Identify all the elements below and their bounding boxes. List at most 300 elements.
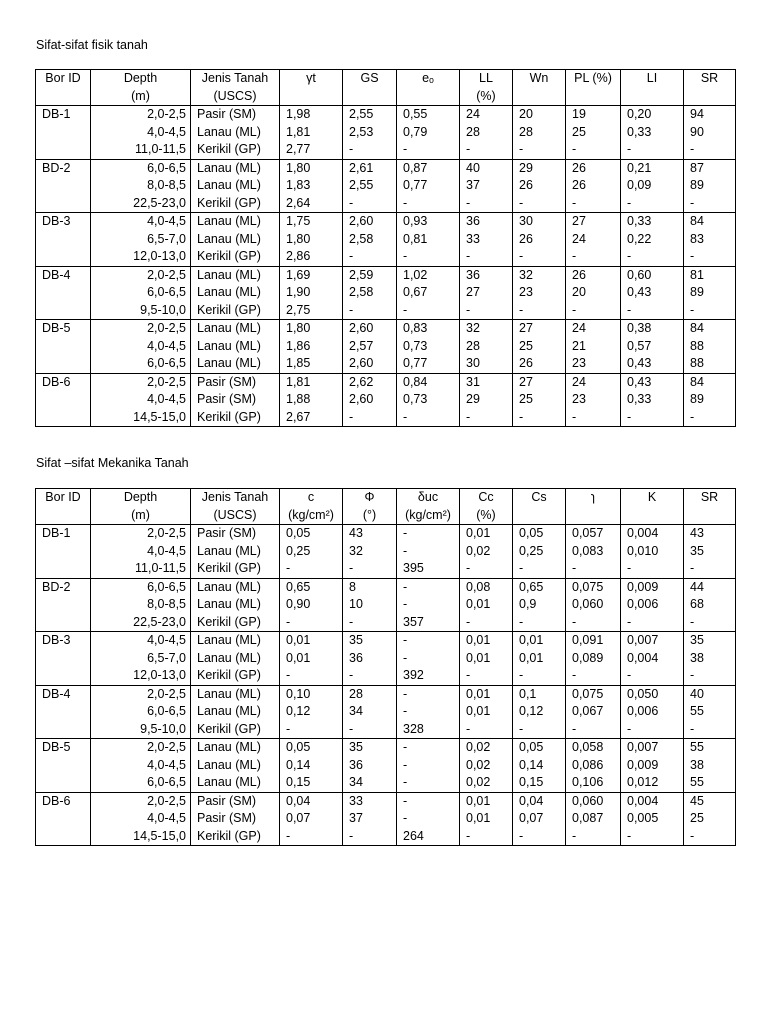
cell-value: 0,075 bbox=[572, 686, 604, 701]
cell-value: 0,65 bbox=[286, 579, 311, 594]
value-cell bbox=[460, 632, 513, 686]
value-cell bbox=[684, 373, 736, 427]
cell-value: 1,80 bbox=[286, 231, 311, 246]
depth-cell bbox=[91, 685, 191, 739]
cell-value: 0,060 bbox=[572, 597, 604, 611]
cell-value: Lanau (ML) bbox=[197, 178, 261, 192]
cell-value: Kerikil (GP) bbox=[197, 721, 261, 736]
cell-value: 36 bbox=[349, 757, 363, 772]
cell-value: Lanau (ML) bbox=[197, 579, 261, 594]
cell-value: Pasir (SM) bbox=[197, 392, 257, 406]
value-cell bbox=[280, 266, 343, 320]
header-label: SR bbox=[700, 71, 719, 85]
cell-value: Pasir (SM) bbox=[197, 374, 257, 389]
column-header bbox=[566, 70, 621, 106]
cell-value: 0,05 bbox=[519, 740, 544, 754]
cell-value: 0,075 bbox=[572, 579, 604, 594]
cell-value: 8 bbox=[349, 579, 356, 594]
borehole-group-row bbox=[36, 685, 736, 739]
column-header bbox=[91, 489, 191, 525]
cell-value: Kerikil (GP) bbox=[197, 614, 261, 629]
cell-value: 0,057 bbox=[572, 526, 604, 540]
cell-value: 357 bbox=[403, 614, 424, 629]
cell-value: 11,0-11,5 bbox=[135, 561, 186, 575]
value-cell bbox=[566, 213, 621, 267]
depth-cell bbox=[91, 739, 191, 793]
cell-value: - bbox=[466, 614, 471, 629]
cell-value: 36 bbox=[349, 650, 363, 665]
header-label: Depth bbox=[123, 490, 158, 504]
cell-value: 2,67 bbox=[286, 409, 311, 424]
cell-value: - bbox=[572, 614, 577, 629]
cell-value: - bbox=[519, 721, 524, 736]
cell-value: 27 bbox=[519, 321, 533, 335]
cell-value: 2,55 bbox=[349, 178, 374, 192]
cell-value: - bbox=[466, 195, 471, 210]
cell-value: - bbox=[627, 195, 632, 210]
column-header bbox=[280, 70, 343, 106]
value-cell bbox=[513, 320, 566, 374]
value-cell bbox=[621, 578, 684, 632]
cell-value: 4,0-4,5 bbox=[147, 543, 186, 558]
value-cell bbox=[280, 739, 343, 793]
depth-cell bbox=[91, 159, 191, 213]
cell-value: 9,5-10,0 bbox=[140, 721, 186, 736]
cell-value: 0,43 bbox=[627, 285, 652, 299]
value-cell bbox=[513, 685, 566, 739]
cell-value: 1,81 bbox=[286, 374, 311, 389]
cell-value: 2,60 bbox=[349, 392, 374, 406]
cell-value: 2,0-2,5 bbox=[147, 107, 186, 121]
header-unit: (%) bbox=[476, 88, 496, 103]
header-label: c bbox=[307, 490, 315, 504]
value-cell bbox=[460, 739, 513, 793]
cell-value: 1,85 bbox=[286, 356, 311, 370]
value-cell bbox=[621, 792, 684, 846]
header-unit: (°) bbox=[362, 507, 377, 522]
header-unit: (m) bbox=[131, 507, 150, 522]
cell-value: 0,089 bbox=[572, 650, 604, 665]
cell-value: 14,5-15,0 bbox=[133, 828, 186, 843]
borehole-group-row bbox=[36, 266, 736, 320]
header-label: Cs bbox=[531, 490, 547, 504]
cell-value: Lanau (ML) bbox=[197, 650, 261, 665]
cell-value: 1,02 bbox=[403, 267, 428, 282]
value-cell bbox=[280, 213, 343, 267]
cell-value: 0,87 bbox=[403, 160, 428, 175]
cell-value: Lanau (ML) bbox=[197, 356, 261, 370]
borehole-group-row bbox=[36, 792, 736, 846]
cell-value: 24 bbox=[466, 107, 480, 121]
value-cell bbox=[513, 373, 566, 427]
cell-value: - bbox=[572, 142, 577, 156]
value-cell bbox=[684, 578, 736, 632]
cell-value: - bbox=[572, 668, 577, 682]
borehole-group-row bbox=[36, 320, 736, 374]
depth-cell bbox=[91, 266, 191, 320]
cell-value: 0,004 bbox=[627, 793, 659, 808]
cell-value: 26 bbox=[519, 231, 533, 246]
value-cell bbox=[397, 578, 460, 632]
cell-value: - bbox=[466, 668, 471, 682]
cell-value: 24 bbox=[572, 321, 586, 335]
cell-value: - bbox=[349, 249, 354, 263]
column-header bbox=[621, 489, 684, 525]
value-cell bbox=[684, 106, 736, 160]
cell-value: 0,67 bbox=[403, 285, 428, 299]
cell-value: 2,75 bbox=[286, 302, 311, 317]
soil-type-cell bbox=[191, 266, 280, 320]
cell-value: - bbox=[403, 793, 408, 808]
value-cell bbox=[460, 525, 513, 579]
cell-value: 26 bbox=[572, 178, 586, 192]
cell-value: 0,33 bbox=[627, 124, 652, 139]
cell-value: 2,0-2,5 bbox=[147, 321, 186, 335]
cell-value: 0,43 bbox=[627, 356, 652, 370]
cell-value: 22,5-23,0 bbox=[133, 195, 186, 210]
cell-value: 0,25 bbox=[519, 543, 544, 558]
cell-value: - bbox=[690, 409, 695, 424]
cell-value: 0,02 bbox=[466, 740, 491, 754]
cell-value: 2,0-2,5 bbox=[147, 374, 186, 389]
cell-value: 32 bbox=[349, 543, 363, 558]
soil-type-cell bbox=[191, 578, 280, 632]
mechanical-section-title: Sifat –sifat Mekanika Tanah bbox=[36, 456, 189, 470]
cell-value: Lanau (ML) bbox=[197, 160, 261, 175]
cell-value: Lanau (ML) bbox=[197, 633, 261, 647]
cell-value: - bbox=[403, 579, 408, 594]
cell-value: 2,60 bbox=[349, 321, 374, 335]
cell-value: 0,01 bbox=[286, 633, 311, 647]
cell-value: 10 bbox=[349, 597, 363, 611]
cell-value: Lanau (ML) bbox=[197, 285, 261, 299]
cell-value: 0,02 bbox=[466, 775, 491, 789]
header-label: Φ bbox=[364, 490, 375, 504]
value-cell bbox=[684, 266, 736, 320]
cell-value: 0,57 bbox=[627, 338, 652, 353]
cell-value: 0,01 bbox=[466, 597, 491, 611]
cell-value: 1,75 bbox=[286, 214, 311, 228]
column-header bbox=[397, 70, 460, 106]
cell-value: Lanau (ML) bbox=[197, 757, 261, 772]
cell-value: 4,0-4,5 bbox=[147, 633, 186, 647]
header-label: LI bbox=[646, 71, 658, 85]
value-cell bbox=[460, 106, 513, 160]
borehole-group-row bbox=[36, 373, 736, 427]
cell-value: - bbox=[349, 302, 354, 317]
cell-value: 6,0-6,5 bbox=[147, 775, 186, 789]
cell-value: 36 bbox=[466, 267, 480, 282]
value-cell bbox=[513, 159, 566, 213]
cell-value: 6,5-7,0 bbox=[147, 231, 186, 246]
cell-value: 2,0-2,5 bbox=[147, 686, 186, 701]
cell-value: - bbox=[519, 142, 524, 156]
cell-value: - bbox=[403, 409, 408, 424]
cell-value: - bbox=[627, 302, 632, 317]
value-cell bbox=[513, 632, 566, 686]
cell-value: 0,004 bbox=[627, 526, 659, 540]
cell-value: 0,14 bbox=[519, 757, 544, 772]
value-cell bbox=[684, 525, 736, 579]
cell-value: 1,90 bbox=[286, 285, 311, 299]
cell-value: 88 bbox=[690, 338, 704, 353]
borehole-group-row bbox=[36, 632, 736, 686]
value-cell bbox=[566, 685, 621, 739]
cell-value: 35 bbox=[349, 740, 363, 754]
value-cell bbox=[343, 213, 397, 267]
cell-value: 392 bbox=[403, 668, 424, 682]
cell-value: 31 bbox=[466, 374, 480, 389]
cell-value: - bbox=[519, 195, 524, 210]
cell-value: 44 bbox=[690, 579, 704, 594]
bor-id-cell: DB-4 bbox=[36, 266, 91, 320]
cell-value: - bbox=[286, 721, 291, 736]
value-cell bbox=[621, 739, 684, 793]
cell-value: - bbox=[286, 828, 291, 843]
cell-value: - bbox=[519, 614, 524, 629]
cell-value: - bbox=[403, 142, 408, 156]
value-cell bbox=[343, 106, 397, 160]
cell-value: 38 bbox=[690, 650, 704, 665]
value-cell bbox=[566, 525, 621, 579]
value-cell bbox=[513, 792, 566, 846]
value-cell bbox=[513, 106, 566, 160]
soil-type-cell bbox=[191, 213, 280, 267]
cell-value: 24 bbox=[572, 374, 586, 389]
soil-type-cell bbox=[191, 632, 280, 686]
cell-value: - bbox=[690, 302, 695, 317]
value-cell bbox=[397, 373, 460, 427]
cell-value: - bbox=[519, 561, 524, 575]
value-cell bbox=[343, 578, 397, 632]
soil-type-cell bbox=[191, 106, 280, 160]
cell-value: 87 bbox=[690, 160, 704, 175]
value-cell bbox=[566, 792, 621, 846]
cell-value: - bbox=[690, 828, 695, 843]
value-cell bbox=[280, 578, 343, 632]
cell-value: 12,0-13,0 bbox=[133, 249, 186, 263]
cell-value: Lanau (ML) bbox=[197, 231, 261, 246]
bor-id-cell: DB-1 bbox=[36, 525, 91, 579]
cell-value: 38 bbox=[690, 757, 704, 772]
cell-value: 35 bbox=[349, 633, 363, 647]
cell-value: - bbox=[349, 668, 354, 682]
cell-value: 26 bbox=[519, 356, 533, 370]
cell-value: - bbox=[627, 828, 632, 843]
value-cell bbox=[621, 106, 684, 160]
column-header bbox=[36, 70, 91, 106]
value-cell bbox=[513, 525, 566, 579]
cell-value: Lanau (ML) bbox=[197, 686, 261, 701]
cell-value: 0,058 bbox=[572, 740, 604, 754]
cell-value: - bbox=[403, 686, 408, 701]
cell-value: 0,43 bbox=[627, 374, 652, 389]
cell-value: 0,05 bbox=[519, 526, 544, 540]
bor-id-cell: BD-2 bbox=[36, 578, 91, 632]
value-cell bbox=[460, 792, 513, 846]
cell-value: Lanau (ML) bbox=[197, 597, 261, 611]
cell-value: 55 bbox=[690, 740, 704, 754]
cell-value: 2,60 bbox=[349, 356, 374, 370]
value-cell bbox=[343, 685, 397, 739]
cell-value: 0,60 bbox=[627, 267, 652, 282]
cell-value: 4,0-4,5 bbox=[147, 124, 186, 139]
cell-value: 24 bbox=[572, 231, 586, 246]
cell-value: 0,01 bbox=[466, 650, 491, 665]
header-label: Cc bbox=[478, 490, 494, 504]
header-label: GS bbox=[360, 71, 379, 85]
cell-value: 1,98 bbox=[286, 107, 311, 121]
cell-value: - bbox=[466, 561, 471, 575]
value-cell bbox=[397, 213, 460, 267]
value-cell bbox=[566, 373, 621, 427]
header-label: Bor ID bbox=[45, 71, 81, 85]
cell-value: 0,20 bbox=[627, 107, 652, 121]
depth-cell bbox=[91, 373, 191, 427]
value-cell bbox=[460, 159, 513, 213]
cell-value: - bbox=[519, 668, 524, 682]
column-header bbox=[36, 489, 91, 525]
cell-value: Kerikil (GP) bbox=[197, 142, 261, 156]
cell-value: 4,0-4,5 bbox=[147, 757, 186, 772]
cell-value: 22,5-23,0 bbox=[133, 614, 186, 629]
cell-value: 2,58 bbox=[349, 231, 374, 246]
cell-value: 4,0-4,5 bbox=[147, 392, 186, 406]
value-cell bbox=[343, 266, 397, 320]
cell-value: 33 bbox=[349, 793, 363, 808]
mechanical-properties-table bbox=[35, 488, 736, 846]
cell-value: 0,083 bbox=[572, 543, 604, 558]
value-cell bbox=[397, 739, 460, 793]
value-cell bbox=[460, 320, 513, 374]
cell-value: - bbox=[466, 721, 471, 736]
cell-value: - bbox=[690, 614, 695, 629]
cell-value: 29 bbox=[466, 392, 480, 406]
column-header bbox=[91, 70, 191, 106]
value-cell bbox=[566, 578, 621, 632]
cell-value: 0,12 bbox=[286, 704, 311, 718]
cell-value: 12,0-13,0 bbox=[133, 668, 186, 682]
cell-value: - bbox=[403, 704, 408, 718]
cell-value: 0,05 bbox=[286, 740, 311, 754]
cell-value: Lanau (ML) bbox=[197, 704, 261, 718]
value-cell bbox=[684, 159, 736, 213]
cell-value: 6,5-7,0 bbox=[147, 650, 186, 665]
borehole-group-row bbox=[36, 578, 736, 632]
header-label: ɿ bbox=[590, 490, 596, 504]
cell-value: 0,25 bbox=[286, 543, 311, 558]
cell-value: 264 bbox=[403, 828, 424, 843]
cell-value: - bbox=[572, 195, 577, 210]
cell-value: 27 bbox=[572, 214, 586, 228]
cell-value: 9,5-10,0 bbox=[140, 302, 186, 317]
cell-value: 23 bbox=[572, 392, 586, 406]
value-cell bbox=[343, 373, 397, 427]
cell-value: 35 bbox=[690, 543, 704, 558]
bor-id-cell: DB-5 bbox=[36, 739, 91, 793]
cell-value: - bbox=[403, 775, 408, 789]
header-label: δuc bbox=[417, 490, 439, 504]
cell-value: 0,01 bbox=[466, 686, 491, 701]
cell-value: 2,57 bbox=[349, 338, 374, 353]
value-cell bbox=[280, 373, 343, 427]
value-cell bbox=[460, 266, 513, 320]
bor-id-cell: DB-4 bbox=[36, 685, 91, 739]
value-cell bbox=[343, 525, 397, 579]
header-unit: (USCS) bbox=[213, 507, 257, 522]
cell-value: Lanau (ML) bbox=[197, 338, 261, 353]
cell-value: - bbox=[466, 302, 471, 317]
header-label: Jenis Tanah bbox=[201, 490, 269, 504]
header-unit: (kg/cm²) bbox=[405, 507, 451, 522]
cell-value: 2,64 bbox=[286, 195, 311, 210]
value-cell bbox=[621, 159, 684, 213]
value-cell bbox=[280, 632, 343, 686]
value-cell bbox=[684, 632, 736, 686]
cell-value: - bbox=[627, 561, 632, 575]
value-cell bbox=[397, 792, 460, 846]
cell-value: Kerikil (GP) bbox=[197, 409, 261, 424]
column-header bbox=[460, 489, 513, 525]
value-cell bbox=[684, 792, 736, 846]
cell-value: 0,007 bbox=[627, 633, 659, 647]
cell-value: - bbox=[690, 668, 695, 682]
borehole-group-row bbox=[36, 739, 736, 793]
value-cell bbox=[460, 685, 513, 739]
header-label: LL bbox=[479, 71, 493, 85]
cell-value: - bbox=[403, 740, 408, 754]
cell-value: Lanau (ML) bbox=[197, 214, 261, 228]
soil-type-cell bbox=[191, 525, 280, 579]
cell-value: - bbox=[349, 142, 354, 156]
cell-value: 89 bbox=[690, 285, 704, 299]
cell-value: 26 bbox=[572, 160, 586, 175]
cell-value: 68 bbox=[690, 597, 704, 611]
soil-type-cell bbox=[191, 685, 280, 739]
value-cell bbox=[621, 685, 684, 739]
soil-type-cell bbox=[191, 159, 280, 213]
soil-type-cell bbox=[191, 373, 280, 427]
cell-value: 28 bbox=[349, 686, 363, 701]
cell-value: - bbox=[403, 650, 408, 665]
cell-value: 89 bbox=[690, 178, 704, 192]
cell-value: 37 bbox=[349, 811, 363, 825]
cell-value: 0,09 bbox=[627, 178, 652, 192]
cell-value: 21 bbox=[572, 338, 586, 353]
value-cell bbox=[684, 685, 736, 739]
column-header bbox=[684, 70, 736, 106]
depth-cell bbox=[91, 578, 191, 632]
cell-value: - bbox=[403, 597, 408, 611]
cell-value: 0,77 bbox=[403, 356, 428, 370]
table-header-row bbox=[36, 489, 736, 525]
value-cell bbox=[621, 632, 684, 686]
column-header bbox=[343, 489, 397, 525]
value-cell bbox=[397, 159, 460, 213]
cell-value: 0,106 bbox=[572, 775, 604, 789]
cell-value: Kerikil (GP) bbox=[197, 668, 261, 682]
cell-value: 2,59 bbox=[349, 267, 374, 282]
value-cell bbox=[621, 213, 684, 267]
value-cell bbox=[397, 632, 460, 686]
cell-value: 2,61 bbox=[349, 160, 374, 175]
cell-value: 0,04 bbox=[519, 793, 544, 808]
cell-value: 2,58 bbox=[349, 285, 374, 299]
bor-id-cell: BD-2 bbox=[36, 159, 91, 213]
cell-value: 0,84 bbox=[403, 374, 428, 389]
cell-value: 11,0-11,5 bbox=[135, 142, 186, 156]
depth-cell bbox=[91, 320, 191, 374]
